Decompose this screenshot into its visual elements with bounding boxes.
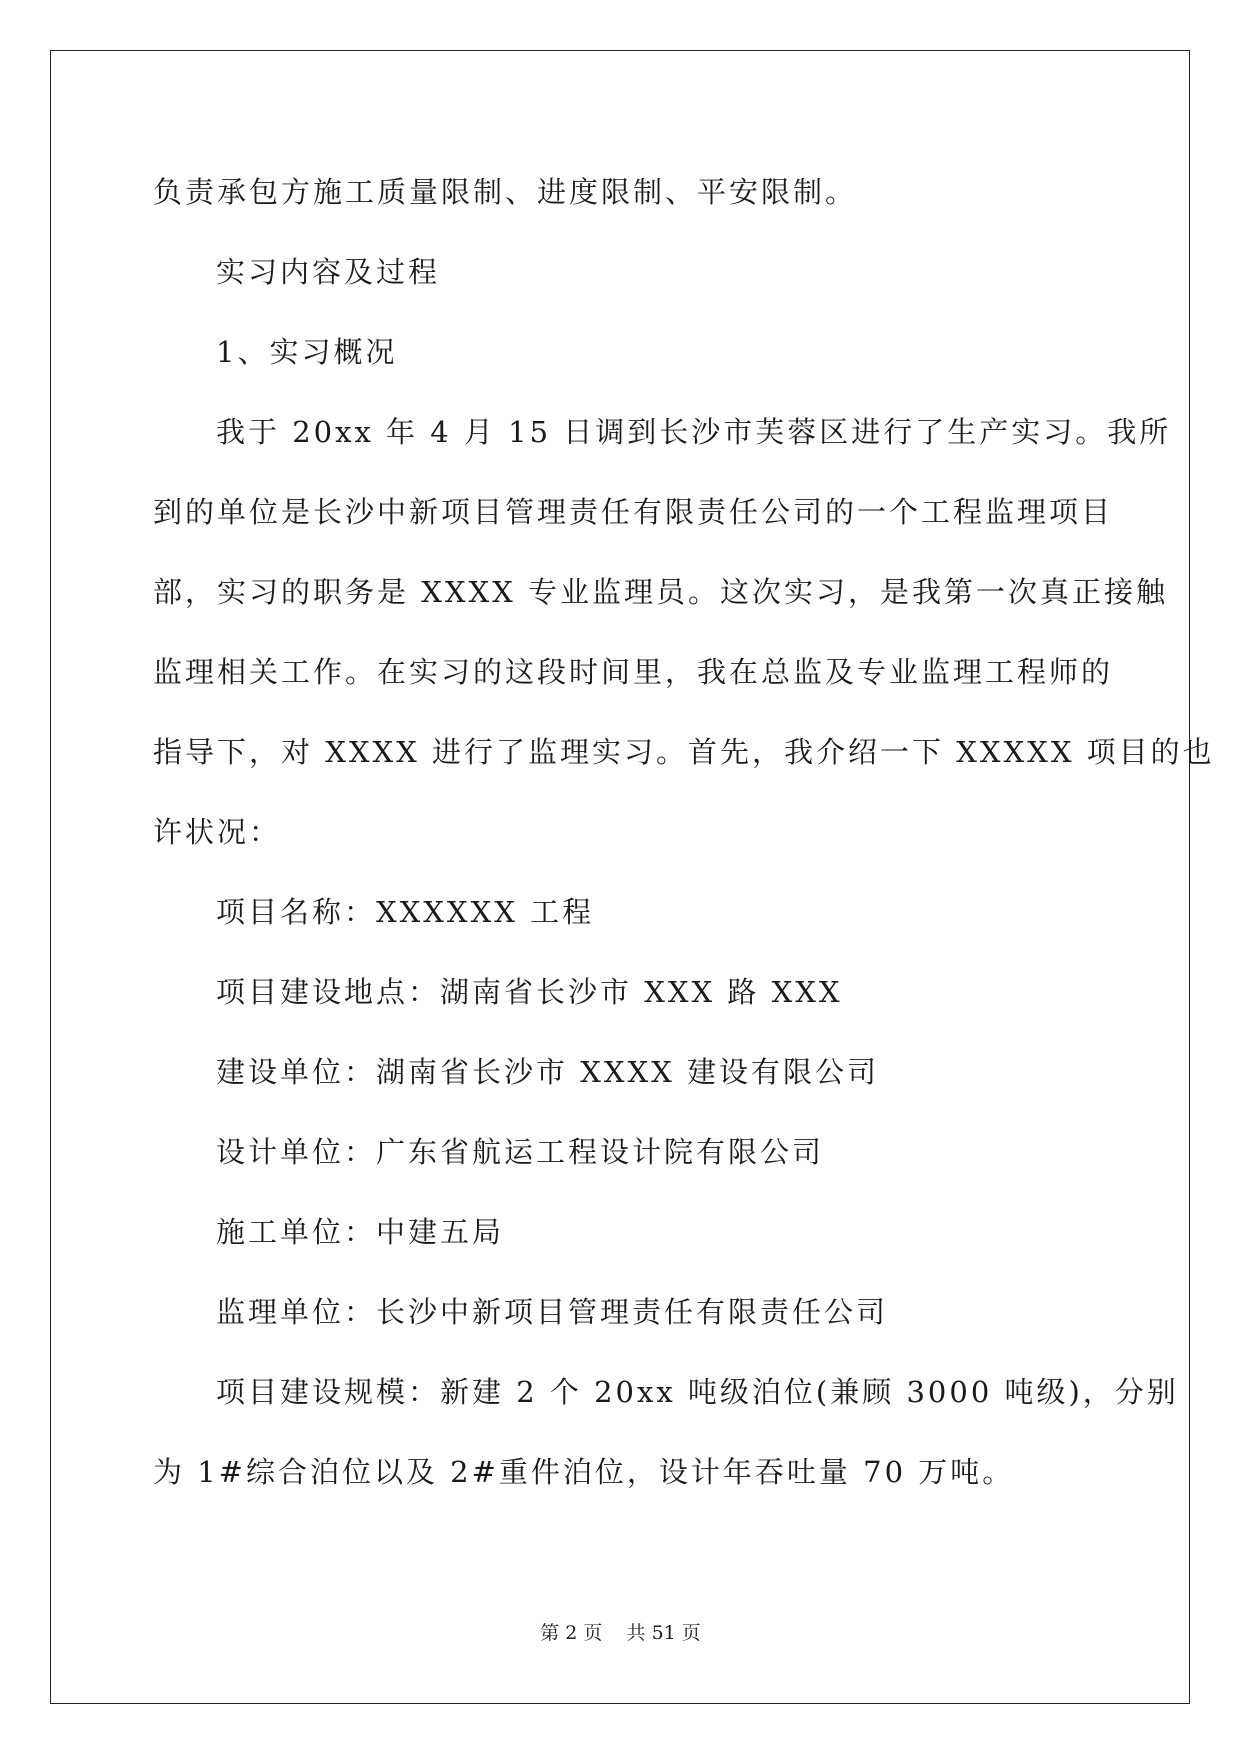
section-heading: 实习内容及过程 [216,255,441,289]
text-line: 负责承包方施工质量限制、进度限制、平安限制。 [153,175,858,209]
project-scale-line: 项目建设规模：新建 2 个 20xx 吨级泊位(兼顾 3000 吨级)，分别 [216,1375,1179,1409]
construction-unit-line: 建设单位：湖南省长沙市 XXXX 建设有限公司 [216,1055,880,1089]
design-unit-line: 设计单位：广东省航运工程设计院有限公司 [216,1135,825,1169]
text-line: 部，实习的职务是 XXXX 专业监理员。这次实习，是我第一次真正接触 [153,575,1169,609]
supervision-unit-line: 监理单位：长沙中新项目管理责任有限责任公司 [216,1295,889,1329]
text-line: 我于 20xx 年 4 月 15 日调到长沙市芙蓉区进行了生产实习。我所 [216,415,1172,449]
subsection-heading: 1、实习概况 [216,335,398,369]
text-line: 许状况： [153,815,282,849]
builder-unit-line: 施工单位：中建五局 [216,1215,505,1249]
text-line: 为 1#综合泊位以及 2#重件泊位，设计年吞吐量 70 万吨。 [153,1455,1015,1489]
project-name-line: 项目名称：XXXXXX 工程 [216,895,595,929]
page-number: 第 2 页 共 51 页 [540,1622,701,1644]
text-line: 到的单位是长沙中新项目管理责任有限责任公司的一个工程监理项目 [153,495,1114,529]
text-line: 指导下，对 XXXX 进行了监理实习。首先，我介绍一下 XXXXX 项目的也 [153,735,1215,769]
text-line: 监理相关工作。在实习的这段时间里，我在总监及专业监理工程师的 [153,655,1114,689]
project-location-line: 项目建设地点：湖南省长沙市 XXX 路 XXX [216,975,843,1009]
